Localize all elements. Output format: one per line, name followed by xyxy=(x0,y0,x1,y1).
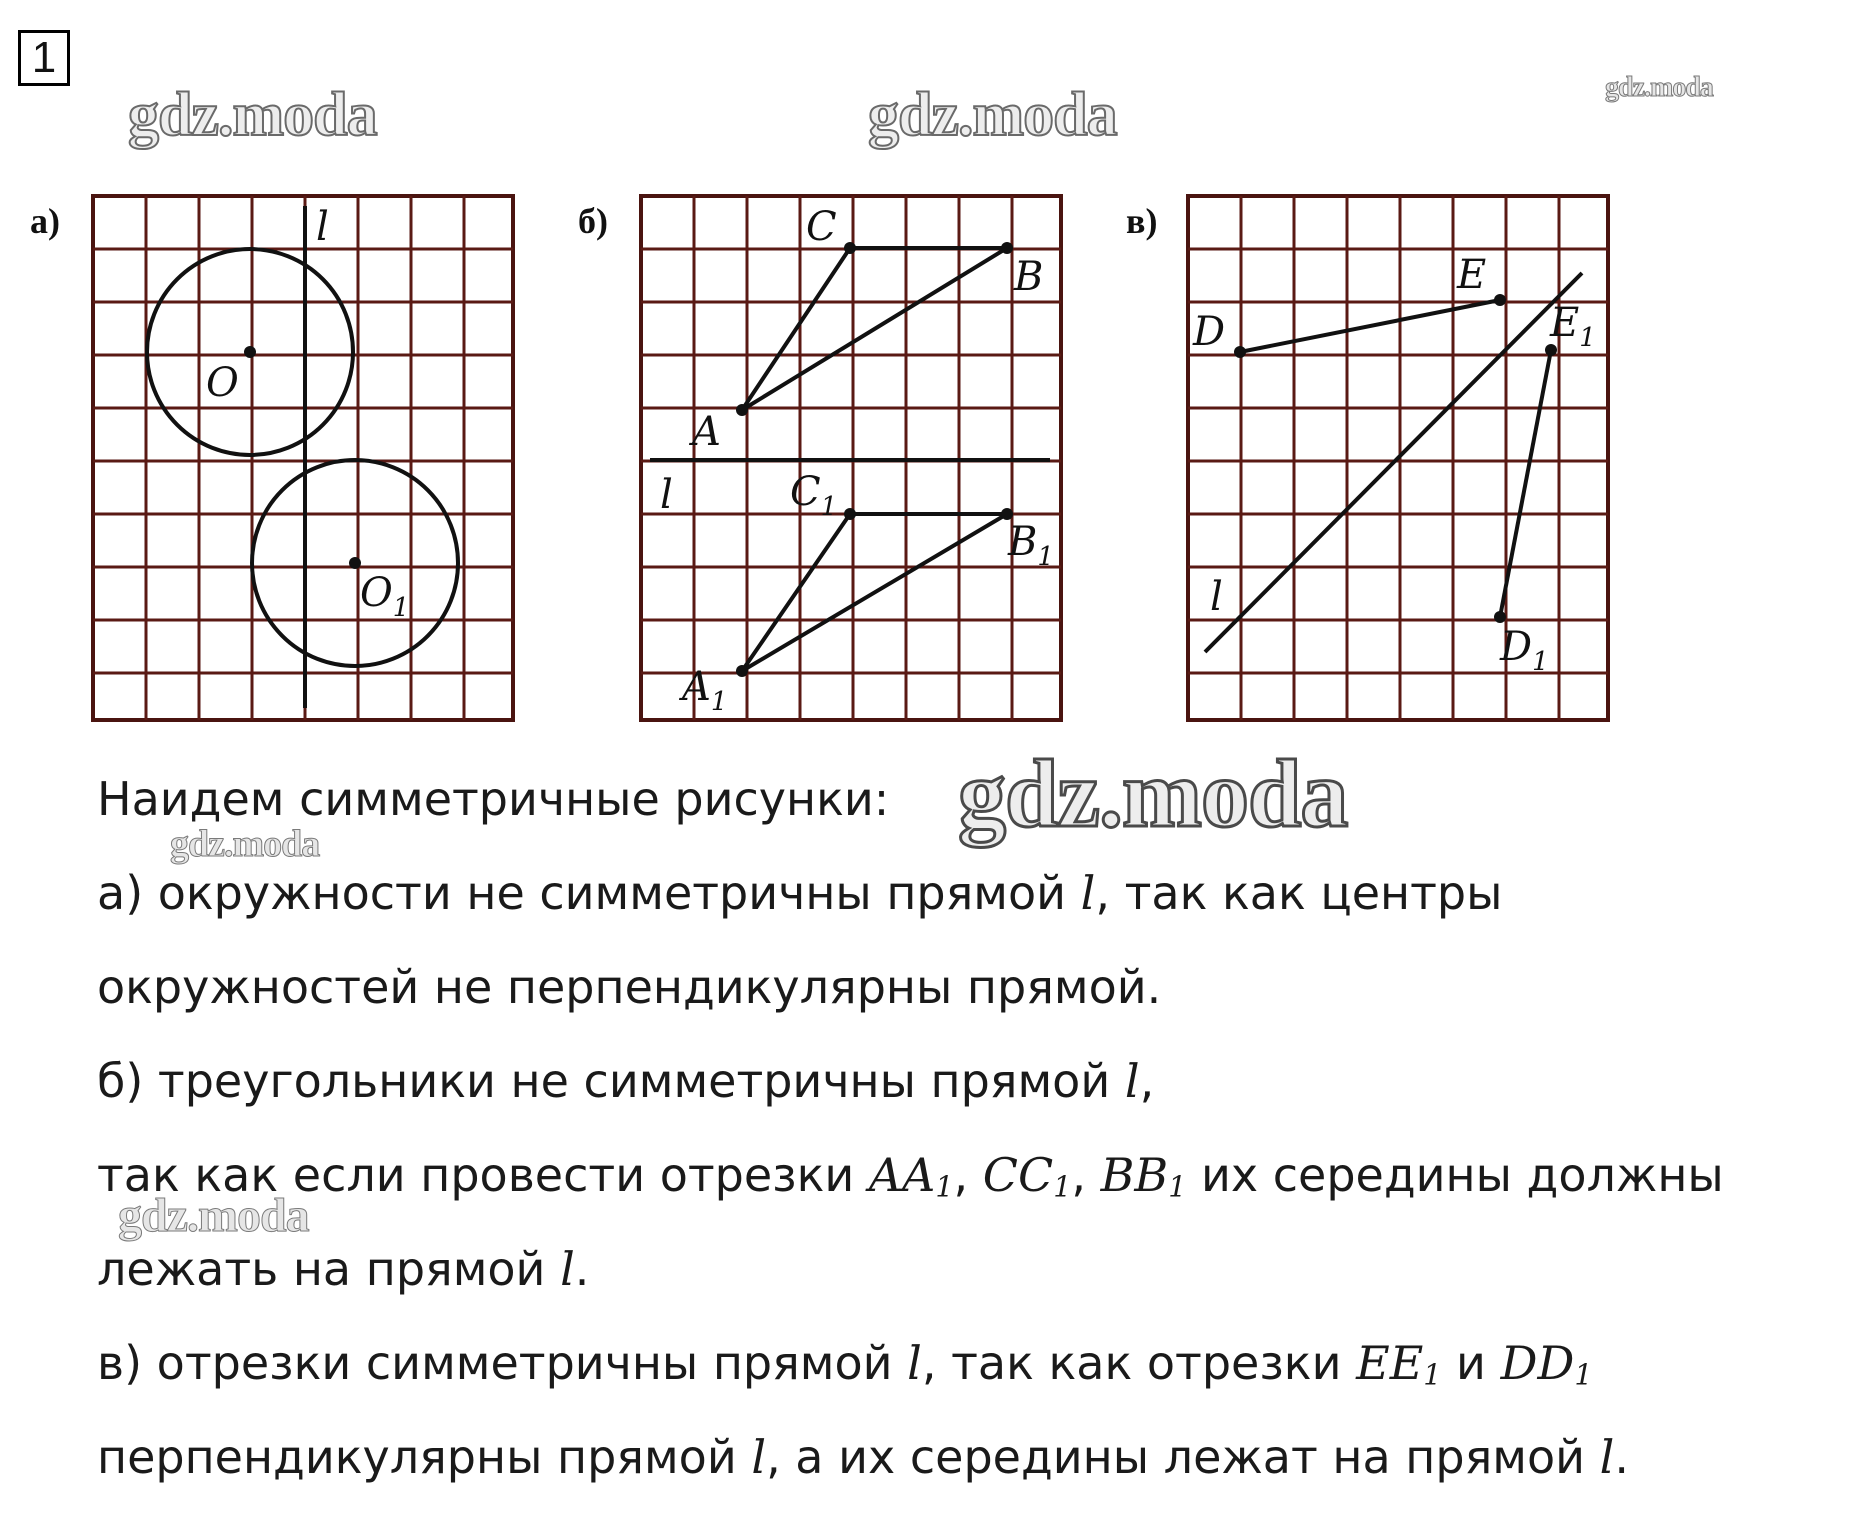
point-o xyxy=(244,346,256,358)
label-c1: $C_1$ xyxy=(790,469,838,522)
label-a-point: A xyxy=(692,409,721,455)
watermark: gdz.moda xyxy=(118,1189,309,1242)
text-b-1: б) треугольники не симметричны прямой l, xyxy=(97,1054,1155,1108)
label-v: в) xyxy=(1126,201,1158,241)
point-o1 xyxy=(349,557,361,569)
watermark: gdz.moda xyxy=(868,81,1117,149)
text-b-3: лежать на прямой l. xyxy=(97,1242,590,1296)
text-v-1: в) отрезки симметричны прямой l, так как отрезки $EE_1$ и $DD_1$ xyxy=(97,1336,1593,1392)
label-o: O xyxy=(206,360,239,406)
label-a1: $A_1$ xyxy=(682,664,728,717)
label-b-point: B xyxy=(1014,254,1044,300)
label-a: а) xyxy=(30,201,60,241)
label-o1: $O_1$ xyxy=(360,570,410,623)
label-d: D xyxy=(1193,309,1226,355)
figure-v xyxy=(1126,196,1608,720)
label-b1: $B_1$ xyxy=(1008,519,1054,572)
watermark: gdz.moda xyxy=(1605,72,1713,103)
label-l-v: l xyxy=(1210,574,1223,620)
figures-panel xyxy=(0,180,1863,740)
text-a-1: а) окружности не симметричны прямой l, так как центры xyxy=(97,866,1503,920)
watermark: gdz.moda xyxy=(170,823,320,865)
label-c: C xyxy=(806,204,837,250)
text-a-2: окружностей не перпендикулярны прямой. xyxy=(97,960,1162,1014)
text-intro: Наидем симметричные рисунки: xyxy=(97,772,890,826)
label-l-b: l xyxy=(660,472,673,518)
watermark: gdz.moda xyxy=(958,740,1348,847)
figure-a xyxy=(30,196,513,720)
label-e: E xyxy=(1457,252,1487,298)
label-l-a: l xyxy=(316,204,329,250)
task-number: 1 xyxy=(18,30,70,86)
label-e1: $E_1$ xyxy=(1550,300,1596,353)
text-v-2: перпендикулярны прямой l, а их середины лежат на прямой l. xyxy=(97,1430,1629,1484)
solution-text xyxy=(97,752,1857,1504)
figure-b xyxy=(578,196,1061,720)
label-d1: $D_1$ xyxy=(1500,624,1549,677)
text-b-2: так как если провести отрезки $AA_1$, $CC_1$, $BB_1$ их середины должны xyxy=(97,1148,1724,1204)
label-b: б) xyxy=(578,201,608,241)
watermark: gdz.moda xyxy=(128,81,377,149)
